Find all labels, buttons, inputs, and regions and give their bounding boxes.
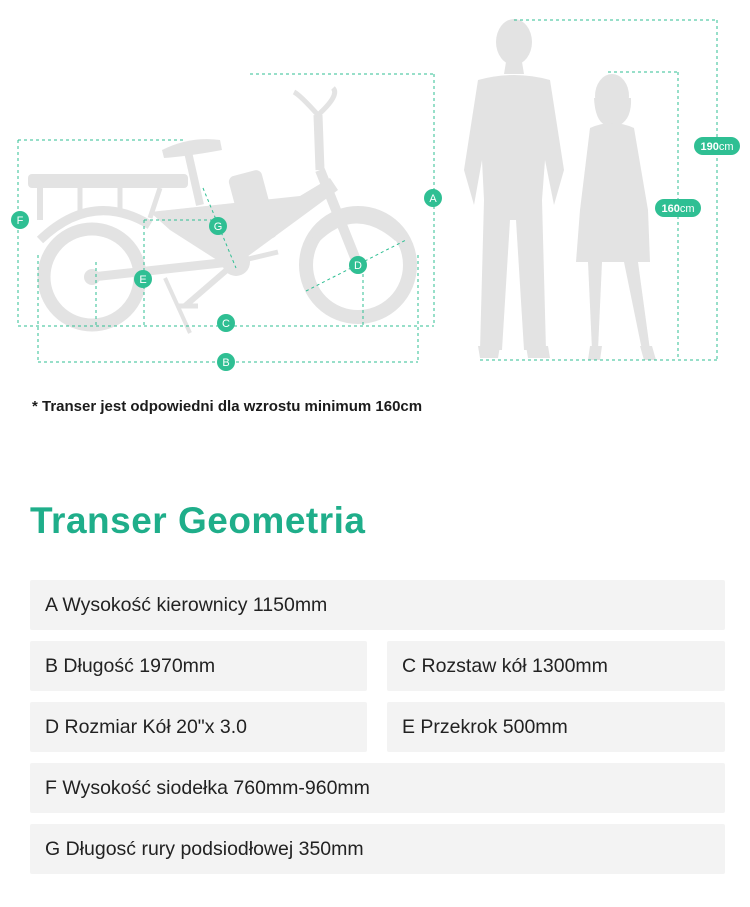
height-requirement-note: * Transer jest odpowiedni dla wzrostu minimum 160cm	[32, 398, 423, 415]
svg-text:B: B	[222, 357, 230, 369]
svg-text:E: E	[139, 274, 147, 286]
spec-length: B Długość 1970mm	[30, 641, 367, 691]
man-silhouette	[464, 19, 564, 358]
page-title: Transer Geometria	[30, 500, 366, 541]
svg-text:G: G	[213, 221, 223, 233]
marker-d	[349, 256, 367, 274]
marker-c	[217, 314, 235, 332]
svg-text:A: A	[429, 193, 437, 205]
svg-text:C: C	[222, 318, 230, 330]
spec-seat-tube-length: G Długosć rury podsiodłowej 350mm	[30, 824, 725, 874]
bike-silhouette	[28, 88, 410, 333]
marker-b	[217, 353, 235, 371]
svg-text:D: D	[354, 260, 362, 272]
height-label-190	[694, 137, 740, 155]
spec-standover: E Przekrok 500mm	[387, 702, 725, 752]
spec-saddle-height: F Wysokość siodełka 760mm-960mm	[30, 763, 725, 813]
svg-text:160cm: 160cm	[661, 203, 695, 215]
marker-g	[209, 217, 227, 235]
geometry-diagram	[0, 0, 750, 380]
spec-wheel-size: D Rozmiar Kół 20"x 3.0	[30, 702, 367, 752]
svg-text:190cm: 190cm	[700, 141, 734, 153]
svg-text:F: F	[16, 215, 24, 227]
marker-e	[134, 270, 152, 288]
marker-a	[424, 189, 442, 207]
spec-handlebar-height: A Wysokość kierownicy 1150mm	[30, 580, 725, 630]
height-label-160	[655, 199, 701, 217]
spec-wheelbase: C Rozstaw kół 1300mm	[387, 641, 725, 691]
woman-silhouette	[576, 74, 656, 360]
marker-f	[11, 211, 29, 229]
